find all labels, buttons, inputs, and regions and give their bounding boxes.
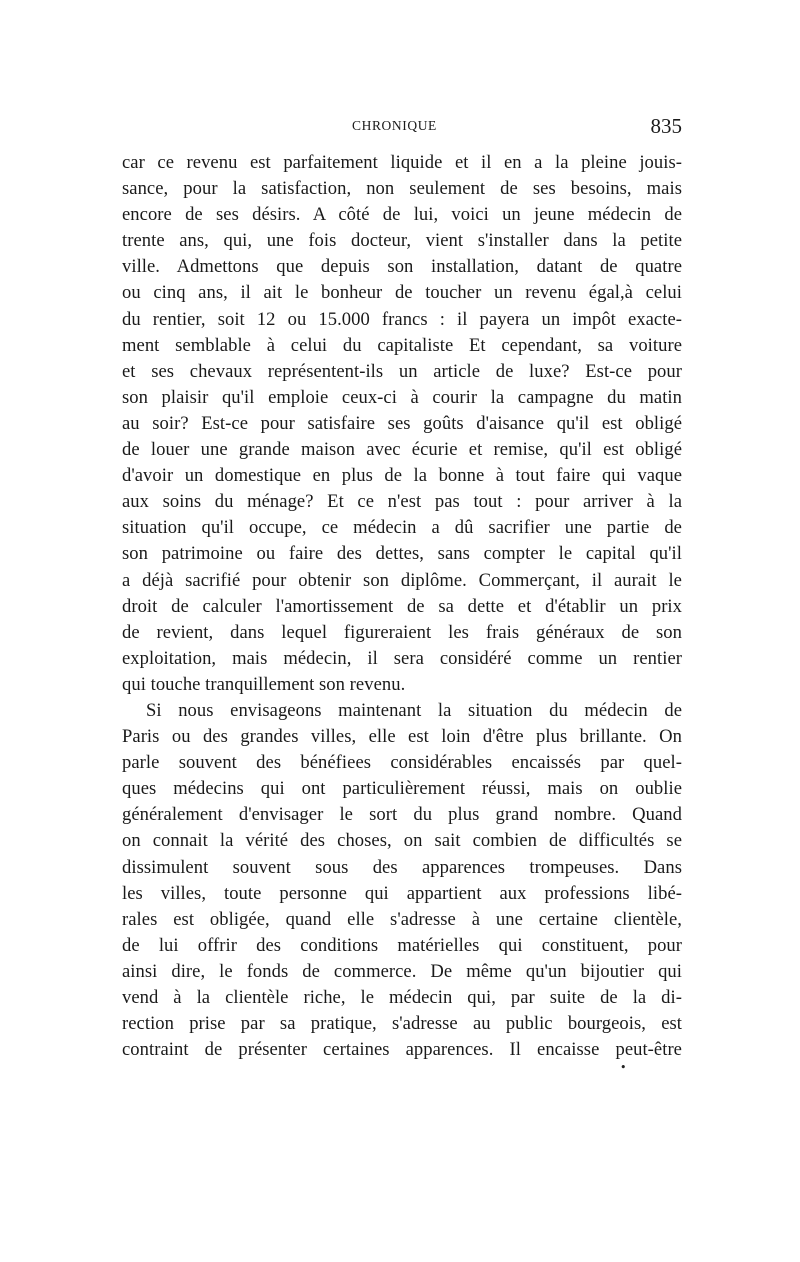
text-line: et ses chevaux représentent-ils un article de luxe? Est-ce pour <box>122 360 682 382</box>
text-line: parle souvent des bénéfiees considérables encaissés par quel- <box>122 752 682 774</box>
text-line: encore de ses désirs. A côté de lui, voici un jeune médecin de <box>122 204 682 226</box>
text-line: ainsi dire, le fonds de commerce. De même qu'un bijoutier qui <box>122 960 682 982</box>
running-header <box>122 114 682 138</box>
text-line: droit de calculer l'amortissement de sa dette et d'établir un prix <box>122 595 682 617</box>
text-line: de louer une grande maison avec écurie et remise, qu'il est obligé <box>122 439 682 461</box>
ink-mark: • <box>620 1061 627 1074</box>
text-line: aux soins du ménage? Et ce n'est pas tout : pour arriver à la <box>122 491 682 513</box>
text-line: ques médecins qui ont particulièrement réussi, mais on oublie <box>122 778 682 800</box>
page-number: 835 <box>650 114 682 138</box>
text-line: ville. Admettons que depuis son installation, datant de quatre <box>122 256 682 278</box>
text-line: rection prise par sa pratique, s'adresse au public bourgeois, est <box>122 1013 682 1035</box>
text-line: contraint de présenter certaines apparences. Il encaisse peut-être <box>122 1039 682 1061</box>
text-line: son patrimoine ou faire des dettes, sans compter le capital qu'il <box>122 543 682 565</box>
text-line: vend à la clientèle riche, le médecin qui, par suite de la di- <box>122 987 682 1008</box>
text-line: de lui offrir des conditions matérielles qui constituent, pour <box>122 934 682 956</box>
text-line: ment semblable à celui du capitaliste Et cependant, sa voiture <box>122 334 682 356</box>
text-line: on connait la vérité des choses, on sait combien de difficultés se <box>122 830 682 852</box>
text-line: d'avoir un domestique en plus de la bonne à tout faire qui vaque <box>122 465 682 487</box>
text-line: situation qu'il occupe, ce médecin a dû sacrifier une partie de <box>122 517 682 539</box>
text-line: généralement d'envisager le sort du plus grand nombre. Quand <box>122 804 682 826</box>
text-line: dissimulent souvent sous des apparences trompeuses. Dans <box>122 856 682 878</box>
text-line: son plaisir qu'il emploie ceux-ci à courir la campagne du matin <box>122 386 682 408</box>
chapter-title: CHRONIQUE <box>352 118 437 133</box>
text-line: trente ans, qui, une fois docteur, vient s'installer dans la petite <box>122 230 682 252</box>
text-line: qui touche tranquillement son revenu. <box>122 673 406 695</box>
text-line: sance, pour la satisfaction, non seulement de ses besoins, mais <box>122 178 682 200</box>
text-line: car ce revenu est parfaitement liquide et il en a la pleine jouis- <box>122 152 682 173</box>
text-line: les villes, toute personne qui appartient aux professions libé- <box>122 882 682 904</box>
text-line: du rentier, soit 12 ou 15.000 francs : il payera un impôt exacte- <box>122 308 682 330</box>
paragraph-2 <box>122 698 682 1063</box>
text-line: rales est obligée, quand elle s'adresse à une certaine clientèle, <box>122 908 682 930</box>
text-line: exploitation, mais médecin, il sera considéré comme un rentier <box>122 647 682 669</box>
text-line: a déjà sacrifié pour obtenir son diplôme. Commerçant, il aurait le <box>122 569 682 591</box>
text-line: au soir? Est-ce pour satisfaire ses goûts d'aisance qu'il est obligé <box>122 412 682 434</box>
text-line: Si nous envisageons maintenant la situation du médecin de <box>146 699 682 721</box>
paragraph-1 <box>122 150 682 698</box>
body-text <box>122 150 682 1063</box>
text-line: ou cinq ans, il ait le bonheur de toucher un revenu égal,à celui <box>122 282 682 304</box>
text-line: de revient, dans lequel figureraient les frais généraux de son <box>122 621 682 643</box>
text-line: Paris ou des grandes villes, elle est loin d'être plus brillante. On <box>122 726 682 748</box>
